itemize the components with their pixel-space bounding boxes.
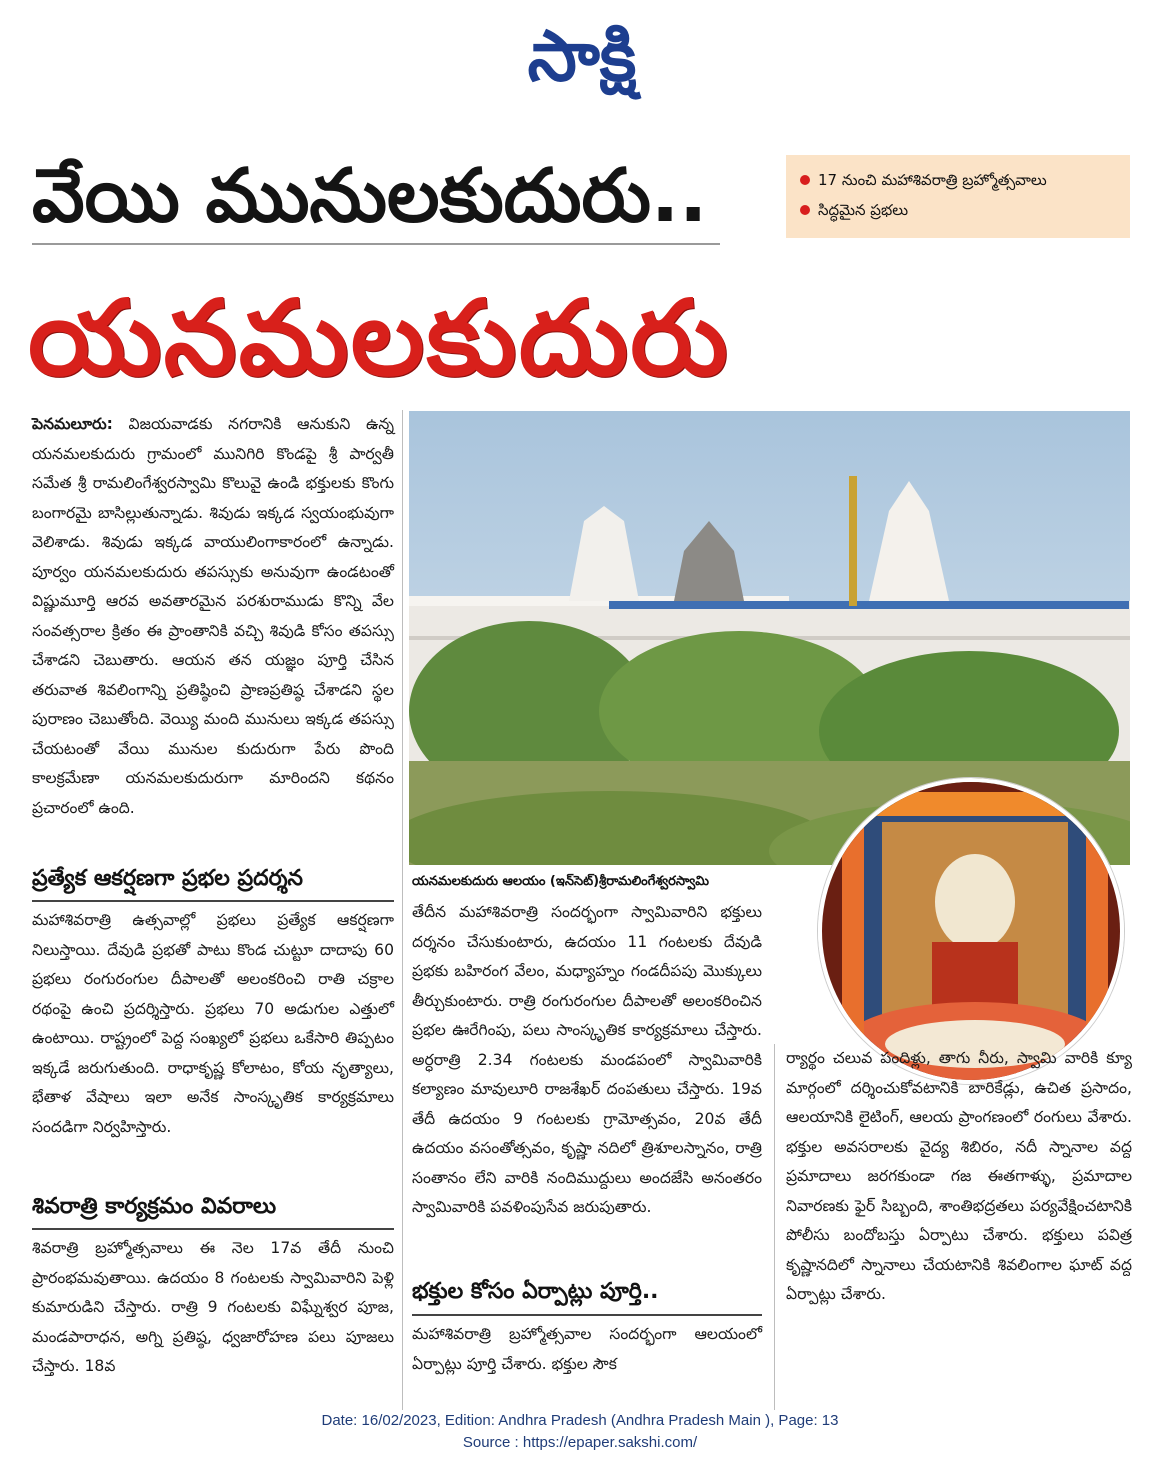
- subhead-underline: [412, 1314, 762, 1316]
- highlight-text: 17 నుంచి మహాశివరాత్రి బ్రహ్మోత్సవాలు: [818, 171, 1047, 189]
- subhead-prabhala: ప్రత్యేక ఆకర్షణగా ప్రభల ప్రదర్శన: [32, 866, 303, 891]
- deity-inset-photo: [818, 778, 1124, 1084]
- highlight-item: [800, 195, 1116, 225]
- section-arrangements-continued: ర్యార్థం చలువ పందిళ్లు, తాగు నీరు, స్వామి వారికి క్యూ మార్గంలో దర్శించుకోవటానికి బారికేడ్లు, ఉచిత ప్రసాదం, ఆలయానికి లైటింగ్, ఆలయ ప్రాంగణంలో రంగులు వేశారు. భక్తుల అవసరాలకు వైద్య శిబిరం, నదీ స్నానాల వద్ద ప్రమాదాలు జరగకుండా గజ ఈతగాళ్ళు, ప్రమాదాల నివారణకు ఫైర్ సిబ్బంది, శాంతిభద్రతలు పర్యవేక్షించటానికి పోలీసు బందోబస్తు ఏర్పాటు చేశారు. భక్తులు పవిత్ర కృష్ణానదిలో స్నానాలు చేయటానికి శివలింగాల ఘాట్ వద్ద ఏర్పాట్లు చేశారు.: [786, 1049, 1132, 1303]
- section-arrangements-text: మహాశివరాత్రి బ్రహ్మోత్సవాల సందర్భంగా ఆలయంలో ఏర్పాట్లు పూర్తి చేశారు. భక్తుల సౌక: [412, 1325, 762, 1373]
- section-program-continued: తేదీన మహాశివరాత్రి సందర్భంగా స్వామివారిని భక్తులు దర్శనం చేసుకుంటారు, ఉదయం 11 గంటలకు దేవుడి ప్రభకు బహిరంగ వేలం, మధ్యాహ్నం గండదీపపు మొక్కులు తీర్చుకుంటారు. రాత్రి రంగురంగుల దీపాలతో అలంకరించిన ప్రభల ఊరేగింపు, పలు సాంస్కృతిక కార్యక్రమాలు చేస్తారు. అర్ధరాత్రి 2.34 గంటలకు మండపంలో స్వామివారికి కల్యాణం మావులూరి రాజశేఖర్ దంపతులు చేస్తారు. 19వ తేదీ ఉదయం 9 గంటలకు గ్రామోత్సవం, 20వ తేదీ ఉదయం వసంతోత్సవం, కృష్ణా నదిలో త్రిశూలస్నానం, రాత్రి సంతానం లేని వారికి నందిముద్దులు అందజేసి అనంతరం స్వామివారికి పవళింపుసేవ జరుపుతారు.: [412, 903, 762, 1216]
- photo-caption: యనమలకుదురు ఆలయం (ఇన్‌సెట్‌)శ్రీరామలింగేశ్వరస్వామి: [412, 874, 709, 889]
- article-dateline: పెనమలూరు:: [32, 415, 113, 433]
- main-headline: యనమలకుదురు: [28, 277, 730, 399]
- section-prabhala-text: మహాశివరాత్రి ఉత్సవాల్లో ప్రభలు ప్రత్యేక ఆకర్షణగా నిలుస్తాయి. దేవుడి ప్రభతో పాటు కొండ చుట్టూ దాదాపు 60 ప్రభలు రంగురంగుల దీపాలతో అలంకరించి రాతి చక్రాల రథంపై ఉంచి ప్రదర్శిస్తారు. ప్రభలు 70 అడుగుల ఎత్తులో ఉంటాయి. రాష్ట్రంలో పెద్ద సంఖ్యలో ప్రభలు ఒకేసారి తిప్పటం ఇక్కడే జరుగుతుంది. రాధాకృష్ణ కోలాటం, కోయ నృత్యాలు, భేతాళ వేషాలు ఇలా అనేక సాంస్కృతిక కార్యక్రమాలు సందడిగా నిర్వహిస్తారు.: [32, 911, 394, 1136]
- subhead-underline: [32, 900, 394, 902]
- article-intro: [32, 410, 394, 823]
- bullet-dot-icon: [800, 205, 810, 215]
- highlight-text: సిద్ధమైన ప్రభలు: [818, 201, 909, 219]
- article-intro-text: విజయవాడకు నగరానికి ఆనుకుని ఉన్న యనమలకుదురు గ్రామంలో మునిగిరి కొండపై శ్రీ పార్వతీ సమేత శ్రీ రామలింగేశ్వరస్వామి కొలువై ఉండి భక్తులకు కొంగు బంగారమై బాసిల్లుతున్నాడు. శివుడు ఇక్కడ స్వయంభువుగా వెలిశాడు. శివుడు ఇక్కడ వాయులింగాకారంలో ఉన్నాడు. పూర్వం యనమలకుదురు తపస్సుకు అనువుగా ఉండటంతో విష్ణుమూర్తి ఆరవ అవతారమైన పరశురాముడు కొన్ని వేల సంవత్సరాల క్రితం ఈ ప్రాంతానికి వచ్చి శివుడి కోసం తపస్సు చేశాడని చెబుతారు. ఆయన తన యజ్ఞం పూర్తి చేసిన తరువాత శివలింగాన్ని ప్రతిష్ఠించి ప్రాణప్రతిష్ఠ చేశాడని స్థల పురాణం చెబుతోంది. వెయ్యి మంది మునులు ఇక్కడ తపస్సు చేయటంతో వేయి మునుల కుదురుగా పేరు పొంది కాలక్రమేణా యనమలకుదురుగా మారిందని కథనం ప్రచారంలో ఉంది.: [32, 415, 394, 817]
- kicker-headline: వేయి మునులకుదురు..: [32, 153, 708, 239]
- sakshi-logo: [484, 12, 680, 102]
- sakshi-logo-text: సాక్షి: [527, 15, 637, 97]
- column-divider: [774, 1044, 775, 1410]
- edition-info: Date: 16/02/2023, Edition: Andhra Pradesh (Andhra Pradesh Main ), Page: 13: [321, 1412, 839, 1429]
- bullet-dot-icon: [800, 175, 810, 185]
- kicker-divider: [32, 243, 720, 245]
- subhead-underline: [32, 1228, 394, 1230]
- column-divider: [402, 410, 403, 1410]
- source-link[interactable]: Source : https://epaper.sakshi.com/: [462, 1434, 698, 1451]
- highlight-item: [800, 165, 1116, 195]
- section-program-text: శివరాత్రి బ్రహ్మోత్సవాలు ఈ నెల 17వ తేదీ నుంచి ప్రారంభమవుతాయి. ఉదయం 8 గంటలకు స్వామివారిని పెళ్లి కుమారుడిని చేస్తారు. రాత్రి 9 గంటలకు విఘ్నేశ్వర పూజ, మండపారాధన, అగ్ని ప్రతిష్ఠ, ధ్వజారోహణ పలు పూజలు చేస్తారు. 18వ: [32, 1239, 395, 1375]
- subhead-arrangements: భక్తుల కోసం ఏర్పాట్లు పూర్తి..: [412, 1279, 659, 1304]
- highlights-box: [786, 155, 1130, 238]
- subhead-program-details: శివరాత్రి కార్యక్రమం వివరాలు: [32, 1194, 277, 1219]
